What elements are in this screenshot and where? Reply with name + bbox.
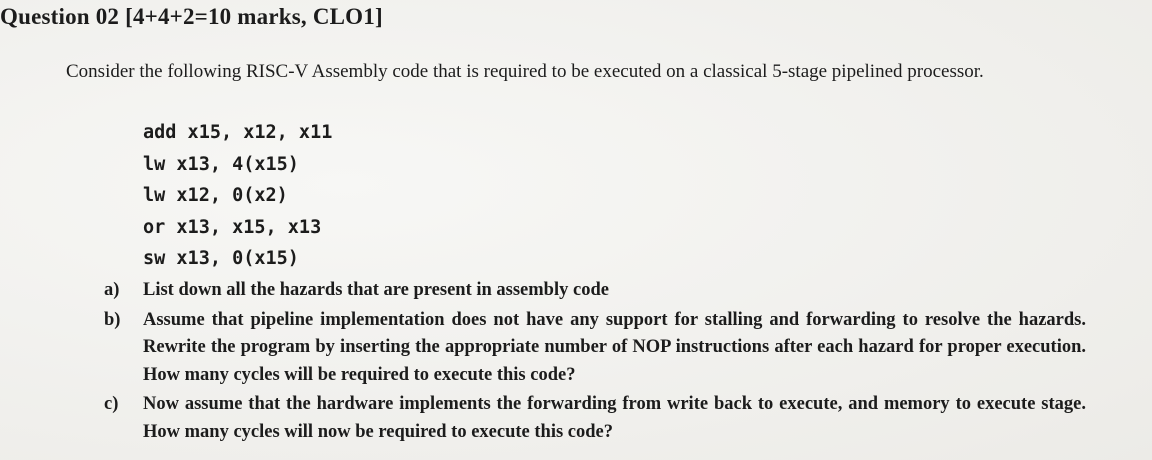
sub-question-b — [104, 307, 1086, 390]
code-line: lw x13, 4(x15) — [143, 153, 299, 175]
sub-question-text: Now assume that the hardware implements the forwarding from write back to execute, and memory to execute stage. How many cycles will now be required to execute this code? — [143, 394, 1086, 442]
sub-question-list — [104, 277, 1086, 448]
sub-question-label: b) — [104, 309, 121, 330]
code-line: add x15, x12, x11 — [143, 122, 333, 143]
sub-question-a — [104, 277, 1086, 305]
code-line: or x13, x15, x13 — [143, 216, 322, 238]
sub-question-label: c) — [104, 394, 119, 414]
question-heading: Question 02 [4+4+2=10 marks, CLO1] — [0, 4, 383, 29]
assembly-code-block — [143, 117, 332, 275]
code-line: sw x13, 0(x15) — [143, 248, 299, 269]
question-intro: Consider the following RISC-V Assembly code that is required to be executed on a classical 5-stage pipelined processor. — [66, 61, 984, 82]
sub-question-text: List down all the hazards that are present in assembly code — [143, 280, 609, 300]
sub-question-text: Assume that pipeline implementation does not have any support for stalling and forwarding to resolve the hazards. Rewrite the program by inserting the appropriate number of NOP instructions after each hazard for proper execution. How many cycles will be required to execute this code? — [143, 309, 1086, 385]
sub-question-label: a) — [104, 280, 120, 300]
code-line: lw x12, 0(x2) — [143, 185, 288, 206]
sub-question-c — [104, 391, 1086, 446]
